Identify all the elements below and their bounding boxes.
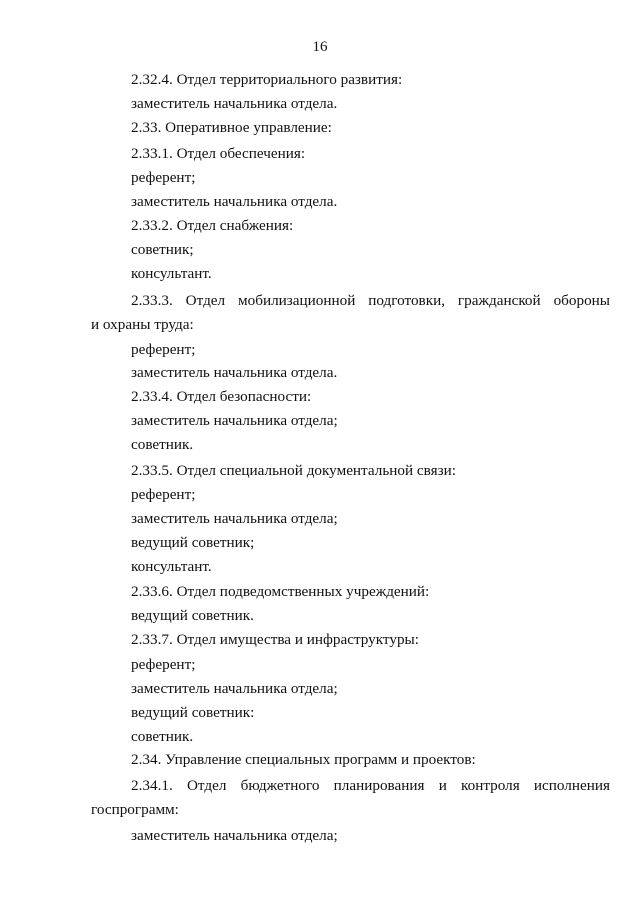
- section-heading-continuation: и охраны труда:: [91, 316, 194, 333]
- position-line: советник;: [131, 241, 194, 258]
- position-line: заместитель начальника отдела.: [131, 193, 338, 210]
- position-line: референт;: [131, 341, 196, 358]
- position-line: заместитель начальника отдела;: [131, 510, 338, 527]
- section-heading: 2.33.7. Отдел имущества и инфраструктуры:: [131, 631, 419, 648]
- section-heading: 2.32.4. Отдел территориального развития:: [131, 71, 403, 88]
- position-line: заместитель начальника отдела.: [131, 364, 338, 381]
- position-line: заместитель начальника отдела;: [131, 680, 338, 697]
- position-line: советник.: [131, 728, 194, 745]
- section-heading: 2.33.4. Отдел безопасности:: [131, 388, 312, 405]
- position-line: заместитель начальника отдела.: [131, 95, 338, 112]
- position-line: ведущий советник.: [131, 607, 254, 624]
- position-line: заместитель начальника отдела;: [131, 827, 338, 844]
- position-line: заместитель начальника отдела;: [131, 412, 338, 429]
- section-heading-continuation: госпрограмм:: [91, 801, 179, 818]
- section-heading-justified: 2.34.1. Отдел бюджетного планирования и контроля исполнения: [131, 777, 610, 794]
- position-line: референт;: [131, 486, 196, 503]
- position-line: советник.: [131, 436, 194, 453]
- section-heading: 2.33. Оперативное управление:: [131, 119, 332, 136]
- position-line: референт;: [131, 656, 196, 673]
- position-line: ведущий советник;: [131, 534, 255, 551]
- position-line: консультант.: [131, 558, 212, 575]
- position-line: ведущий советник:: [131, 704, 255, 721]
- section-heading: 2.34. Управление специальных программ и проектов:: [131, 751, 476, 768]
- position-line: референт;: [131, 169, 196, 186]
- section-heading: 2.33.1. Отдел обеспечения:: [131, 145, 306, 162]
- section-heading: 2.33.5. Отдел специальной документальной связи:: [131, 462, 456, 479]
- section-heading: 2.33.2. Отдел снабжения:: [131, 217, 294, 234]
- section-heading: 2.33.6. Отдел подведомственных учреждений:: [131, 583, 430, 600]
- section-heading-justified: 2.33.3. Отдел мобилизационной подготовки, гражданской обороны: [131, 292, 610, 309]
- position-line: консультант.: [131, 265, 212, 282]
- page-number: 16: [312, 39, 328, 55]
